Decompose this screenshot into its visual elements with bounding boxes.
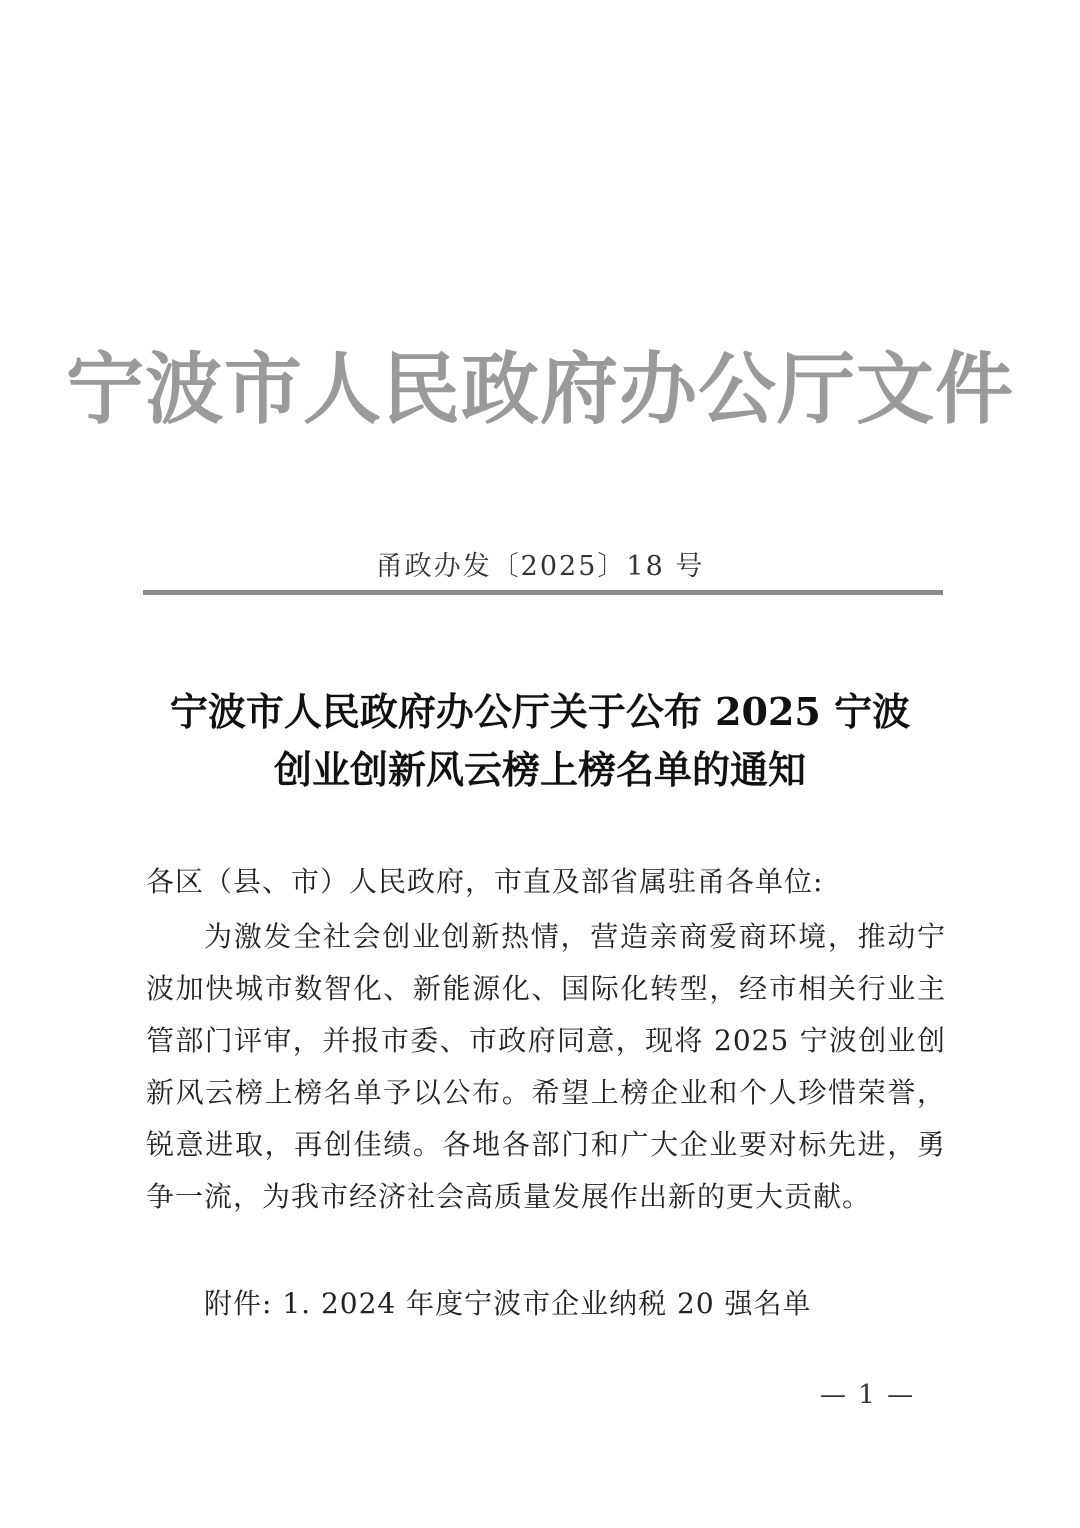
document-masthead: 宁波市人民政府办公厅文件 <box>65 344 1014 435</box>
page-number: — 1 — <box>820 1380 916 1410</box>
body-paragraph: 为激发全社会创业创新热情，营造亲商爱商环境，推动宁波加快城市数智化、新能源化、国际化转型，经市相关行业主管部门评审，并报市委、市政府同意，现将 2025 宁波创业创新风云榜上榜名单予以公布。希望上榜企业和个人珍惜荣誉，锐意进取，再创佳绩。各地各部门和广大企业要对标先进，勇争一流，为我市经济社会高质量发展作出新的更大贡献。 <box>146 920 946 1213</box>
attachment-line: 附件: 1. 2024 年度宁波市企业纳税 20 强名单 <box>204 1287 812 1320</box>
header-divider <box>143 590 943 595</box>
salutation: 各区（县、市）人民政府，市直及部省属驻甬各单位: <box>146 865 824 898</box>
document-number: 甬政办发〔2025〕18 号 <box>375 551 705 582</box>
title-line-1: 宁波市人民政府办公厅关于公布 2025 宁波 <box>169 689 911 734</box>
title-line-2: 创业创新风云榜上榜名单的通知 <box>273 747 806 792</box>
document-title <box>0 683 1080 799</box>
